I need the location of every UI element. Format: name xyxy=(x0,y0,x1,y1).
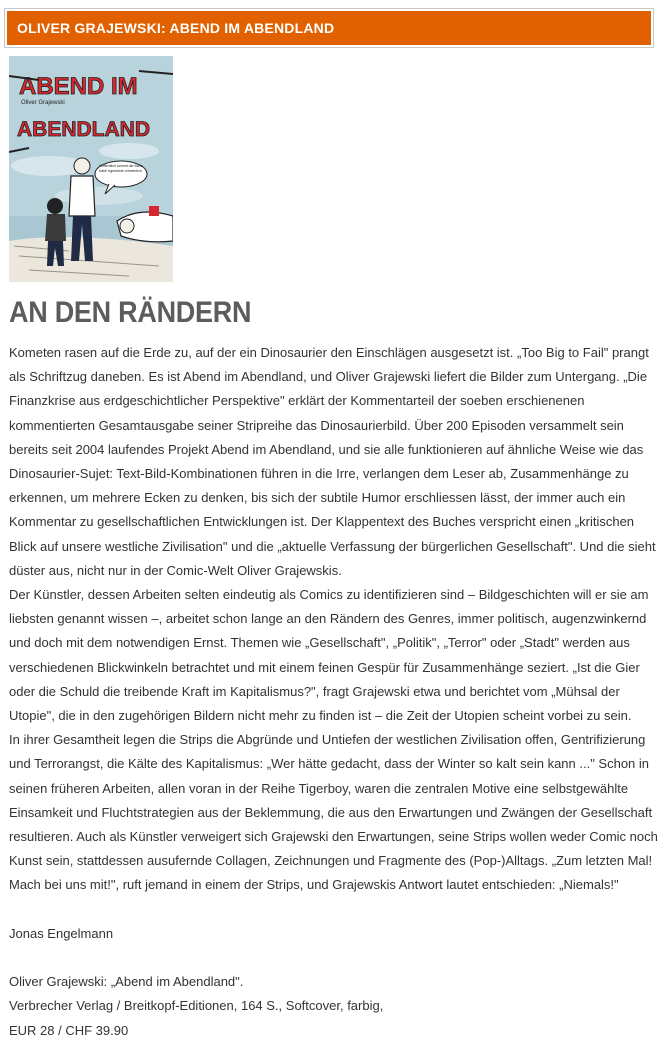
cover-title-line2: ABENDLAND xyxy=(17,118,150,141)
cover-speech-bubble-text: Hoffentlich kommt die Bahn bald! Irgendwie unheimlich. xyxy=(99,164,143,173)
article-paragraph-3: In ihrer Gesamtheit legen die Strips die Abgründe und Untiefen der westlichen Zivilisation offen, Gentrifizierung und Terrorangst, die Kälte des Kapitalismus: „Wer hätte gedacht, dass der Winter so kalt sein kann ..." Schon in seinen früheren Arbeiten, allen voran in der Reihe Tigerboy, waren die zentralen Motive eine selbstgewählte Einsamkeit und Fluchtstrategien aus der Beklemmung, die aus den Erwartungen und Zwängen der Gesellschaft resultieren. Auch als Künstler verweigert sich Grajewski den Erwartungen, seine Strips wollen weder Comic noch Kunst sein, stattdessen ausufernde Collagen, Zeichnungen und Fragmente des (Pop-)Alltags. „Zum letzten Mal! Mach bei uns mit!", ruft jemand in einem der Strips, und Grajewskis Antwort lautet entschieden: „Niemals!" xyxy=(9,732,658,893)
book-info-line1: Oliver Grajewski: „Abend im Abendland". xyxy=(9,974,244,990)
book-info-line2: Verbrecher Verlag / Breitkopf-Editionen, 164 S., Softcover, farbig, xyxy=(9,998,384,1014)
cover-author: Oliver Grajewski xyxy=(21,100,65,106)
article-body xyxy=(9,341,659,1043)
book-info-line3: EUR 28 / CHF 39.90 xyxy=(9,1022,129,1038)
article-header-title: OLIVER GRAJEWSKI: ABEND IM ABENDLAND xyxy=(17,20,335,36)
spacer xyxy=(9,898,659,922)
article-author: Jonas Engelmann xyxy=(9,925,114,941)
article-heading: AN DEN RÄNDERN xyxy=(9,296,252,329)
article-paragraph-1: Kometen rasen auf die Erde zu, auf der ein Dinosaurier den Einschlägen ausgesetzt ist. „Too Big to Fail" prangt als Schriftzug daneben. Es ist Abend im Abendland, und Oliver Grajewski liefert die Bilder zum Untergang. „Die Finanzkrise aus erdgeschichtlicher Perspektive" erklärt der Kommentarteil der soeben erschienenen kommentierten Gesamtausgabe seiner Stripreihe das Dinosaurierbild. Über 200 Episoden versammelt sein bereits seit 2004 laufendes Projekt Abend im Abendland, und sie alle funktionieren auf ähnliche Weise wie das Dinosaurier-Sujet: Text-Bild-Kombinationen führen in die Irre, verlangen dem Leser ab, Zusammenhänge zu erkennen, um mehrere Ecken zu denken, bis sich der subtile Humor erschliessen lässt, der immer auch ein Kommentar zu gesellschaftlichen Entwicklungen ist. Der Klappentext des Buches verspricht einen „kritischen Blick auf unsere westliche Zivilisation" und die „aktuelle Verfassung der bürgerlichen Gesellschaft". Und die sieht düster aus, nicht nur in der Comic-Welt Oliver Grajewskis. xyxy=(9,345,656,578)
book-cover-image[interactable] xyxy=(9,56,173,282)
article-header-bar xyxy=(4,8,654,48)
cover-title-line1: ABEND IM xyxy=(19,73,138,100)
article-paragraph-2: Der Künstler, dessen Arbeiten selten eindeutig als Comics zu identifizieren sind – Bildgeschichten will er sie am liebsten genannt wissen –, arbeitet schon lange an den Rändern des Genres, immer politisch, augenzwinkernd und doch mit dem notwendigen Ernst. Themen wie „Gesellschaft", „Politik", „Terror" oder „Stadt" werden aus verschiedenen Blickwinkeln betrachtet und mit einem feinen Gespür für Zusammenhänge seziert. „Ist die Gier oder die Schuld die treibende Kraft im Kapitalismus?", fragt Grajewski etwa und berichtet vom „Mühsal der Utopie", die in den zugehörigen Bildern nicht mehr zu finden ist – die Zeit der Utopien scheint vorbei zu sein. xyxy=(9,587,649,724)
spacer xyxy=(9,946,659,970)
